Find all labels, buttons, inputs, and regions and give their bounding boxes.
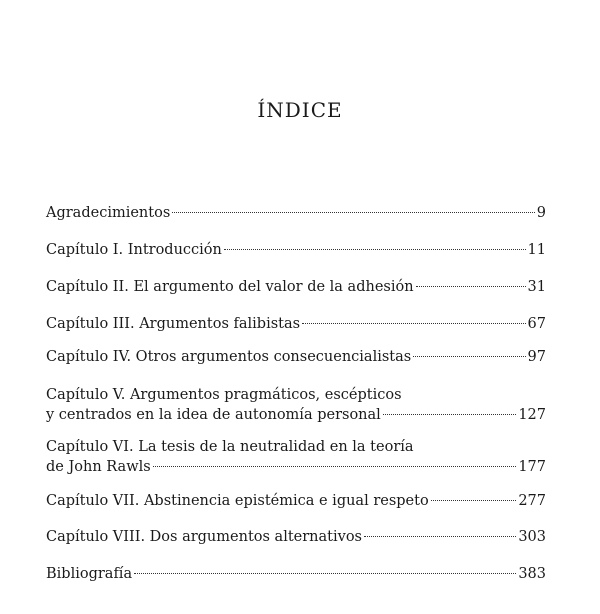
toc-page-number: 97	[527, 349, 546, 365]
toc-entry-capitulo-2	[46, 277, 546, 297]
toc-entry-title: Capítulo II. El argumento del valor de la adhesión	[46, 279, 414, 295]
dot-leader	[431, 500, 517, 501]
dot-leader	[224, 249, 526, 250]
dot-leader	[383, 414, 517, 415]
toc-entry-title: Capítulo IV. Otros argumentos consecuencialistas	[46, 349, 412, 365]
toc-page-number: 127	[518, 407, 546, 423]
toc-entry-title: Capítulo VIII. Dos argumentos alternativos	[46, 529, 362, 545]
toc-entry-capitulo-7	[46, 491, 546, 511]
toc-entry-title-continued: de John Rawls	[46, 459, 151, 475]
toc-entry-capitulo-1	[46, 240, 546, 260]
toc-entry-agradecimientos	[46, 203, 546, 223]
toc-entry-bibliografia	[46, 564, 546, 584]
toc-entry-title: Capítulo VI. La tesis de la neutralidad en la teoría	[46, 439, 414, 455]
dot-leader	[413, 356, 525, 357]
toc-page-number: 31	[527, 279, 546, 295]
toc-entry-capitulo-6	[46, 437, 546, 477]
toc-page-number: 11	[527, 242, 546, 258]
toc-entry-title-continued: y centrados en la idea de autonomía personal	[46, 407, 381, 423]
toc-entry-title: Capítulo V. Argumentos pragmáticos, escépticos	[46, 387, 402, 403]
dot-leader	[153, 466, 517, 467]
toc-page-number: 9	[536, 205, 546, 221]
toc-page-number: 383	[518, 566, 546, 582]
toc-page-number: 67	[527, 316, 546, 332]
dot-leader	[364, 536, 516, 537]
toc-entry-title: Capítulo III. Argumentos falibistas	[46, 316, 301, 332]
dot-leader	[134, 573, 516, 574]
dot-leader	[416, 286, 526, 287]
dot-leader	[172, 212, 535, 213]
toc-page-number: 303	[518, 529, 546, 545]
toc-page-number: 277	[518, 493, 546, 509]
toc-entry-capitulo-8	[46, 527, 546, 547]
toc-entry-title: Capítulo I. Introducción	[46, 242, 222, 258]
toc-entry-title: Capítulo VII. Abstinencia epistémica e igual respeto	[46, 493, 429, 509]
toc-entry-title: Bibliografía	[46, 566, 133, 582]
toc-page-number: 177	[518, 459, 546, 475]
index-title: ÍNDICE	[257, 98, 343, 122]
toc-entry-capitulo-5	[46, 385, 546, 425]
toc-entry-capitulo-4	[46, 347, 546, 367]
dot-leader	[302, 323, 525, 324]
toc-entry-capitulo-3	[46, 314, 546, 334]
toc-entry-title: Agradecimientos	[46, 205, 171, 221]
